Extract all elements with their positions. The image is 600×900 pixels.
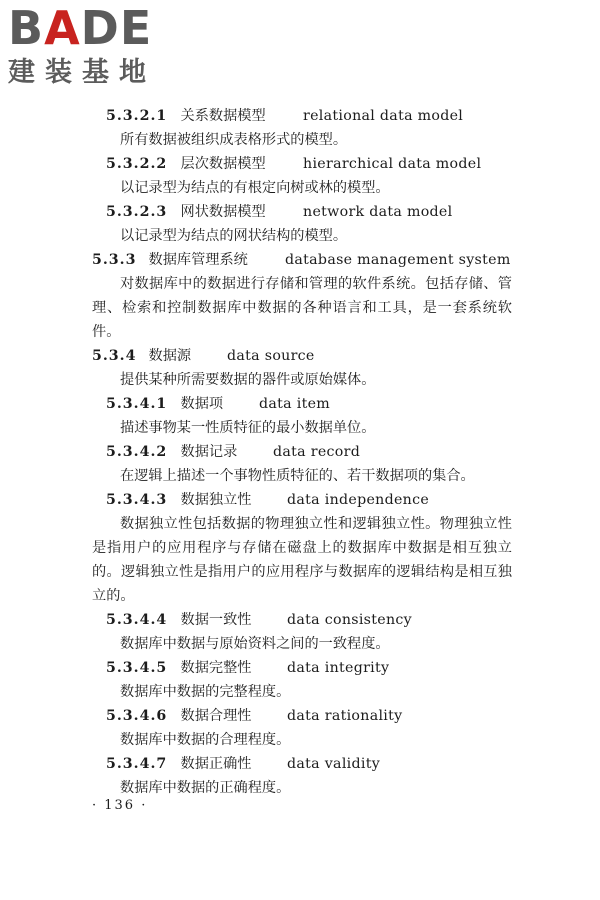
term-heading bbox=[106, 104, 463, 128]
term-chinese: 数据源 bbox=[148, 348, 192, 364]
term-english: network data model bbox=[303, 204, 453, 220]
term-number: 5.3.4.1 bbox=[106, 396, 168, 412]
term-chinese: 数据完整性 bbox=[180, 660, 252, 676]
logo-letters-de: DE bbox=[80, 1, 153, 55]
term-heading bbox=[92, 344, 315, 368]
term-english: data integrity bbox=[287, 660, 390, 676]
term-definition: 数据库中数据的合理程度。 bbox=[120, 732, 291, 748]
term-heading bbox=[106, 200, 452, 224]
term-definition: 在逻辑上描述一个事物性质特征的、若干数据项的集合。 bbox=[120, 468, 475, 484]
term-number: 5.3.4 bbox=[92, 348, 137, 364]
term-english: data item bbox=[259, 396, 331, 412]
term-chinese: 关系数据模型 bbox=[180, 108, 266, 124]
term-english: database management system bbox=[285, 252, 511, 268]
term-english: hierarchical data model bbox=[303, 156, 482, 172]
bade-logo bbox=[8, 1, 178, 90]
term-definition: 以记录型为结点的有根定向树或林的模型。 bbox=[120, 180, 390, 196]
term-chinese: 数据库管理系统 bbox=[148, 252, 248, 268]
term-number: 5.3.2.3 bbox=[106, 204, 168, 220]
term-english: data rationality bbox=[287, 708, 403, 724]
page-number: · 136 · bbox=[92, 798, 148, 813]
term-number: 5.3.2.1 bbox=[106, 108, 168, 124]
term-chinese: 数据正确性 bbox=[180, 756, 252, 772]
term-chinese: 网状数据模型 bbox=[180, 204, 266, 220]
term-chinese: 数据记录 bbox=[180, 444, 238, 460]
term-number: 5.3.4.4 bbox=[106, 612, 168, 628]
term-number: 5.3.3 bbox=[92, 252, 137, 268]
term-definition: 数据库中数据的正确程度。 bbox=[120, 780, 291, 796]
logo-chinese-text: 建装基地 bbox=[8, 57, 156, 88]
term-number: 5.3.4.2 bbox=[106, 444, 168, 460]
term-heading bbox=[106, 488, 429, 512]
term-chinese: 数据独立性 bbox=[180, 492, 252, 508]
term-english: data record bbox=[273, 444, 361, 460]
logo-letter-a: A bbox=[44, 1, 81, 55]
term-heading bbox=[92, 248, 511, 272]
term-definition: 所有数据被组织成表格形式的模型。 bbox=[120, 132, 348, 148]
term-number: 5.3.4.6 bbox=[106, 708, 168, 724]
term-english: data validity bbox=[287, 756, 381, 772]
term-definition: 数据库中数据与原始资料之间的一致程度。 bbox=[120, 636, 390, 652]
term-heading bbox=[106, 440, 360, 464]
term-definition: 对数据库中的数据进行存储和管理的软件系统。包括存储、管理、检索和控制数据库中数据的各种语言和工具，是一套系统软件。 bbox=[92, 276, 512, 340]
logo-letter-b: B bbox=[8, 1, 45, 55]
term-heading bbox=[106, 752, 380, 776]
term-chinese: 数据项 bbox=[180, 396, 224, 412]
term-number: 5.3.2.2 bbox=[106, 156, 168, 172]
logo-wordmark bbox=[8, 1, 178, 55]
term-definition: 以记录型为结点的网状结构的模型。 bbox=[120, 228, 348, 244]
term-definition: 描述事物某一性质特征的最小数据单位。 bbox=[120, 420, 376, 436]
term-english: data independence bbox=[287, 492, 430, 508]
term-chinese: 层次数据模型 bbox=[180, 156, 266, 172]
term-heading bbox=[106, 152, 481, 176]
term-number: 5.3.4.3 bbox=[106, 492, 168, 508]
term-chinese: 数据一致性 bbox=[180, 612, 252, 628]
term-number: 5.3.4.5 bbox=[106, 660, 168, 676]
term-english: data consistency bbox=[287, 612, 412, 628]
term-heading bbox=[106, 392, 330, 416]
term-heading bbox=[106, 704, 402, 728]
term-heading bbox=[106, 656, 389, 680]
term-definition: 提供某种所需要数据的器件或原始媒体。 bbox=[120, 372, 376, 388]
term-definition: 数据库中数据的完整程度。 bbox=[120, 684, 291, 700]
term-chinese: 数据合理性 bbox=[180, 708, 252, 724]
term-number: 5.3.4.7 bbox=[106, 756, 168, 772]
term-definition: 数据独立性包括数据的物理独立性和逻辑独立性。物理独立性是指用户的应用程序与存储在磁盘上的数据库中数据是相互独立的。逻辑独立性是指用户的应用程序与数据库的逻辑结构是相互独立的。 bbox=[92, 516, 512, 604]
term-english: data source bbox=[227, 348, 315, 364]
term-heading bbox=[106, 608, 412, 632]
term-english: relational data model bbox=[303, 108, 464, 124]
